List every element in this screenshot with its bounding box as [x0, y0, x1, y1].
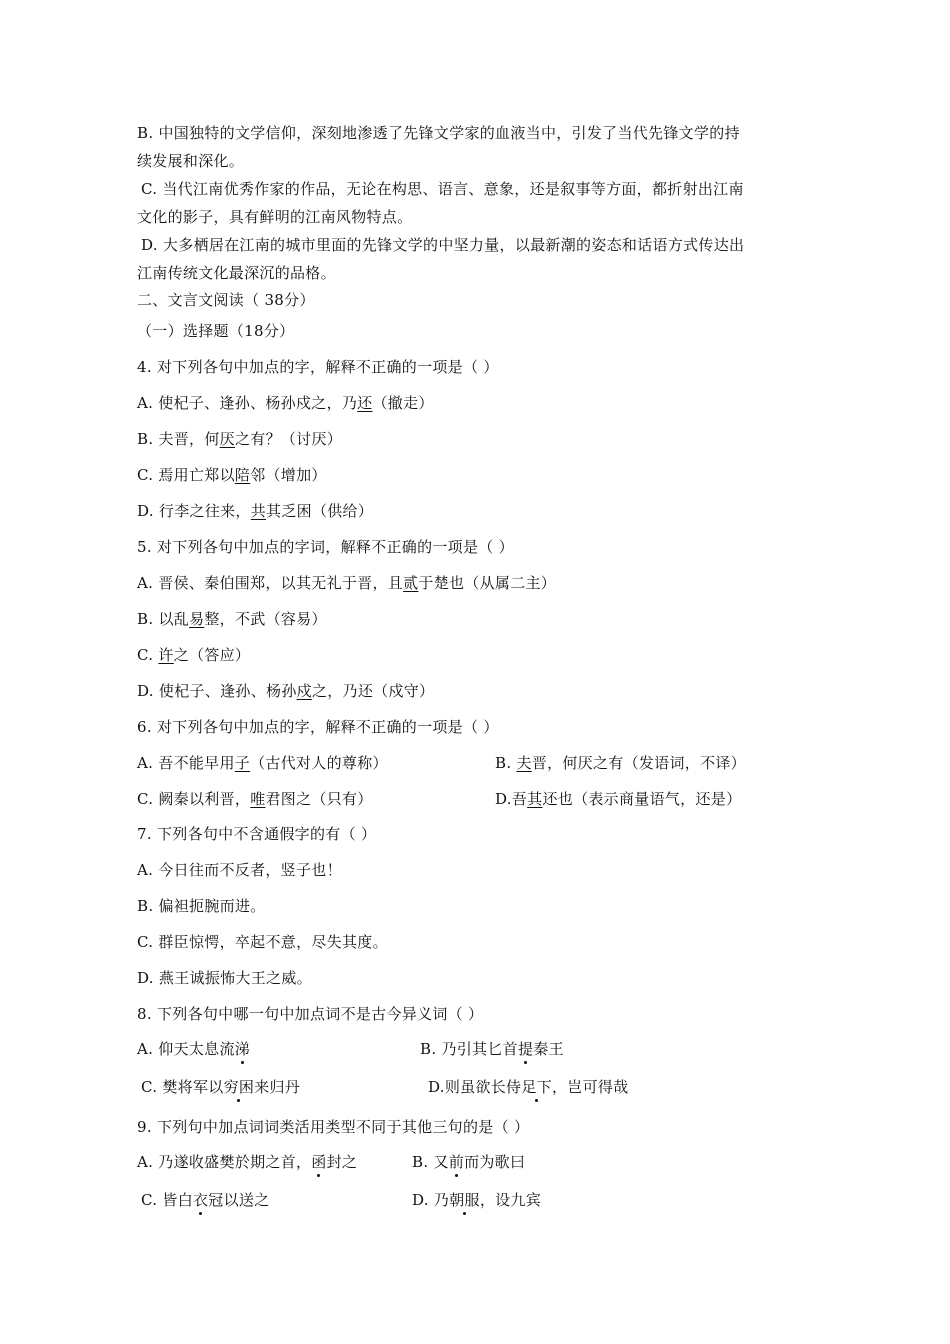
option-c-line-2: 文化的影子，具有鲜明的江南风物特点。 — [137, 208, 413, 226]
q8-stem: 8. 下列各句中哪一句中加点词不是古今异义词（ ） — [137, 1005, 484, 1023]
q4-option-d: D. 行李之往来，共其乏困（供给） — [137, 502, 374, 520]
q5-stem: 5. 对下列各句中加点的字词，解释不正确的一项是（ ） — [137, 538, 514, 556]
q5-d-key: 戍 — [296, 682, 312, 700]
q5-option-b: B. 以乱易整，不武（容易） — [137, 610, 327, 628]
q4-stem: 4. 对下列各句中加点的字，解释不正确的一项是（ ） — [137, 358, 499, 376]
q8-option-d: D.则虽欲长侍足下，岂可得哉 — [428, 1078, 629, 1096]
q6-d-key: 其 — [527, 790, 543, 808]
q7-option-a: A. 今日往而不反者，竖子也！ — [137, 861, 342, 879]
q9-stem: 9. 下列句中加点词词类活用类型不同于其他三句的是（ ） — [137, 1118, 530, 1136]
q8-option-a: A. 仰天太息流涕 — [137, 1040, 251, 1058]
q7-stem: 7. 下列各句中不含通假字的有（ ） — [137, 825, 377, 843]
q4-option-b: B. 夫晋，何厌之有？（讨厌） — [137, 430, 343, 448]
q5-c-key: 许 — [158, 646, 174, 664]
q9-option-a: A. 乃遂收盛樊於期之首，函封之 — [137, 1153, 358, 1171]
q6-a-key: 子 — [234, 754, 251, 772]
q7-option-d: D. 燕王诚振怖大王之威。 — [137, 969, 312, 987]
q9-c-key: 白衣冠 — [177, 1191, 224, 1209]
q7-option-c: C. 群臣惊愕，卒起不意，尽失其度。 — [137, 933, 388, 951]
option-b-line-1: B. 中国独特的文学信仰，深刻地渗透了先锋文学家的血液当中，引发了当代先锋文学的持 — [137, 124, 740, 142]
q8-a-key: 涕 — [234, 1040, 251, 1058]
q4-d-key: 共 — [250, 502, 267, 520]
q8-c-key: 穷困 — [223, 1078, 255, 1096]
q8-option-c: C. 樊将军以穷困来归丹 — [141, 1078, 301, 1096]
q6-option-d: D.吾其还也（表示商量语气，还是） — [495, 790, 742, 808]
q9-option-d: D. 乃朝服，设九宾 — [412, 1191, 542, 1209]
q5-option-a: A. 晋侯、秦伯围郑，以其无礼于晋，且贰于楚也（从属二主） — [137, 574, 557, 592]
q5-a-key: 贰 — [403, 574, 419, 592]
option-b-line-2: 续发展和深化。 — [137, 152, 245, 170]
q4-option-a: A. 使杞子、逢孙、杨孙戍之，乃还（撤走） — [137, 394, 434, 412]
q5-option-c: C. 许之（答应） — [137, 646, 251, 664]
q4-a-key: 还 — [357, 394, 373, 412]
q6-stem: 6. 对下列各句中加点的字，解释不正确的一项是（ ） — [137, 718, 499, 736]
q6-c-key: 唯 — [250, 790, 266, 808]
q9-a-key: 函 — [311, 1153, 327, 1171]
q6-option-c: C. 阙秦以利晋，唯君图之（只有） — [137, 790, 373, 808]
q4-c-key: 陪 — [234, 466, 251, 484]
q8-option-b: B. 乃引其匕首提秦王 — [420, 1040, 564, 1058]
q4-option-c: C. 焉用亡郑以陪邻（增加） — [137, 466, 327, 484]
q6-option-b: B. 夫晋，何厌之有（发语词，不译） — [495, 754, 746, 772]
q6-option-a: A. 吾不能早用子（古代对人的尊称） — [137, 754, 388, 772]
option-d-line-1: D. 大多栖居在江南的城市里面的先锋文学的中坚力量，以最新潮的姿态和话语方式传达出 — [141, 236, 745, 254]
q9-b-key: 前 — [448, 1153, 465, 1171]
q9-d-key: 朝服 — [449, 1191, 480, 1209]
q6-b-key: 夫 — [516, 754, 532, 772]
q8-b-key: 提 — [517, 1040, 534, 1058]
section-heading: 二、文言文阅读（ 38分） — [137, 291, 315, 309]
q9-option-c: C. 皆白衣冠以送之 — [141, 1191, 270, 1209]
q9-option-b: B. 又前而为歌曰 — [412, 1153, 526, 1171]
q7-option-b: B. 偏袒扼腕而进。 — [137, 897, 266, 915]
option-d-line-2: 江南传统文化最深沉的品格。 — [137, 264, 336, 282]
q4-b-key: 厌 — [219, 430, 235, 448]
q5-option-d: D. 使杞子、逢孙、杨孙戍之，乃还（戍守） — [137, 682, 435, 700]
subsection-heading: （一）选择题（18分） — [137, 322, 295, 340]
option-c-line-1: C. 当代江南优秀作家的作品，无论在构思、语言、意象，还是叙事等方面，都折射出江南 — [141, 180, 744, 198]
q5-b-key: 易 — [189, 610, 205, 628]
q8-d-key: 足下 — [521, 1078, 552, 1096]
